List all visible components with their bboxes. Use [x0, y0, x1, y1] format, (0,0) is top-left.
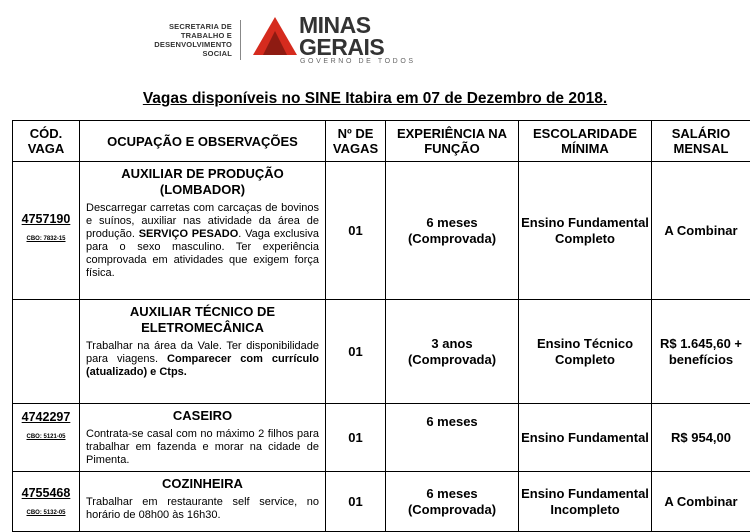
- page-header: [0, 0, 750, 80]
- col-header-occupation: OCUPAÇÃO E OBSERVAÇÕES: [80, 121, 326, 162]
- salary-cell: R$ 1.645,60 + benefícios: [652, 300, 750, 404]
- brand-name: [299, 14, 384, 58]
- secretaria-line: SOCIAL: [150, 49, 232, 58]
- table-row: [13, 404, 750, 472]
- cbo-code: CBO: 5121-05: [13, 434, 79, 440]
- header-divider: [240, 20, 241, 60]
- experience-cell: 6 meses (Comprovada): [386, 472, 519, 532]
- occupation-cell: [80, 300, 326, 404]
- occupation-title: AUXILIAR TÉCNICO DE ELETROMECÂNICA: [86, 304, 319, 336]
- experience-cell: 3 anos (Comprovada): [386, 300, 519, 404]
- col-header-education: ESCOLARIDADE MÍNIMA: [519, 121, 652, 162]
- vacancies-cell: 01: [326, 404, 386, 472]
- vacancy-code-link[interactable]: 4742297: [13, 410, 79, 424]
- table-header-row: [13, 121, 750, 162]
- secretaria-label: [150, 22, 232, 58]
- education-cell: Ensino Fundamental: [519, 404, 652, 472]
- vacancies-cell: 01: [326, 300, 386, 404]
- table-row: [13, 162, 750, 300]
- cbo-code: CBO: 5132-05: [13, 510, 79, 516]
- experience-cell: 6 meses (Comprovada): [386, 162, 519, 300]
- code-cell: [13, 162, 80, 300]
- vacancies-table: [12, 120, 750, 532]
- brand-subtitle: GOVERNO DE TODOS: [300, 58, 416, 65]
- cbo-code: CBO: 7832-15: [13, 236, 79, 242]
- minas-gerais-logo-icon: [253, 17, 297, 55]
- occupation-description: Contrata-se casal com no máximo 2 filhos para trabalhar em fazenda e morar na cidade de Pimenta.: [86, 428, 319, 467]
- col-header-vacancies: Nº DE VAGAS: [326, 121, 386, 162]
- education-cell: Ensino Fundamental Completo: [519, 162, 652, 300]
- experience-cell: 6 meses: [386, 404, 519, 472]
- occupation-title: CASEIRO: [86, 408, 319, 424]
- occupation-description: Trabalhar na área da Vale. Ter disponibilidade para viagens. Comparecer com currículo (atualizado) e Ctps.: [86, 340, 319, 379]
- vacancies-cell: 01: [326, 162, 386, 300]
- page-title: Vagas disponíveis no SINE Itabira em 07 de Dezembro de 2018.: [0, 90, 750, 108]
- occupation-title: AUXILIAR DE PRODUÇÃO (LOMBADOR): [86, 166, 319, 198]
- col-header-experience: EXPERIÊNCIA NA FUNÇÃO: [386, 121, 519, 162]
- occupation-description: Descarregar carretas com carcaças de bovinos e suínos, auxiliar nas atividade da área de produção. SERVIÇO PESADO. Vaga exclusiva para o sexo masculino. Ter experiência comprovada em atividades que exigem força física.: [86, 202, 319, 280]
- salary-cell: A Combinar: [652, 472, 750, 532]
- occupation-description: Trabalhar em restaurante self service, no horário de 08h00 às 16h30.: [86, 496, 319, 522]
- education-cell: Ensino Fundamental Incompleto: [519, 472, 652, 532]
- col-header-salary: SALÁRIO MENSAL: [652, 121, 750, 162]
- occupation-cell: [80, 162, 326, 300]
- code-cell: [13, 404, 80, 472]
- secretaria-line: DESENVOLVIMENTO: [150, 40, 232, 49]
- table-row: [13, 300, 750, 404]
- vacancies-cell: 01: [326, 472, 386, 532]
- vacancy-code-link[interactable]: 4757190: [13, 212, 79, 226]
- occupation-cell: [80, 404, 326, 472]
- col-header-code: CÓD. VAGA: [13, 121, 80, 162]
- secretaria-line: SECRETARIA DE: [150, 22, 232, 31]
- salary-cell: A Combinar: [652, 162, 750, 300]
- secretaria-line: TRABALHO E: [150, 31, 232, 40]
- occupation-title: COZINHEIRA: [86, 476, 319, 492]
- brand-line: MINAS: [299, 14, 384, 36]
- code-cell: [13, 300, 80, 404]
- salary-cell: R$ 954,00: [652, 404, 750, 472]
- brand-line: GERAIS: [299, 36, 384, 58]
- education-cell: Ensino Técnico Completo: [519, 300, 652, 404]
- vacancy-code-link[interactable]: 4755468: [13, 486, 79, 500]
